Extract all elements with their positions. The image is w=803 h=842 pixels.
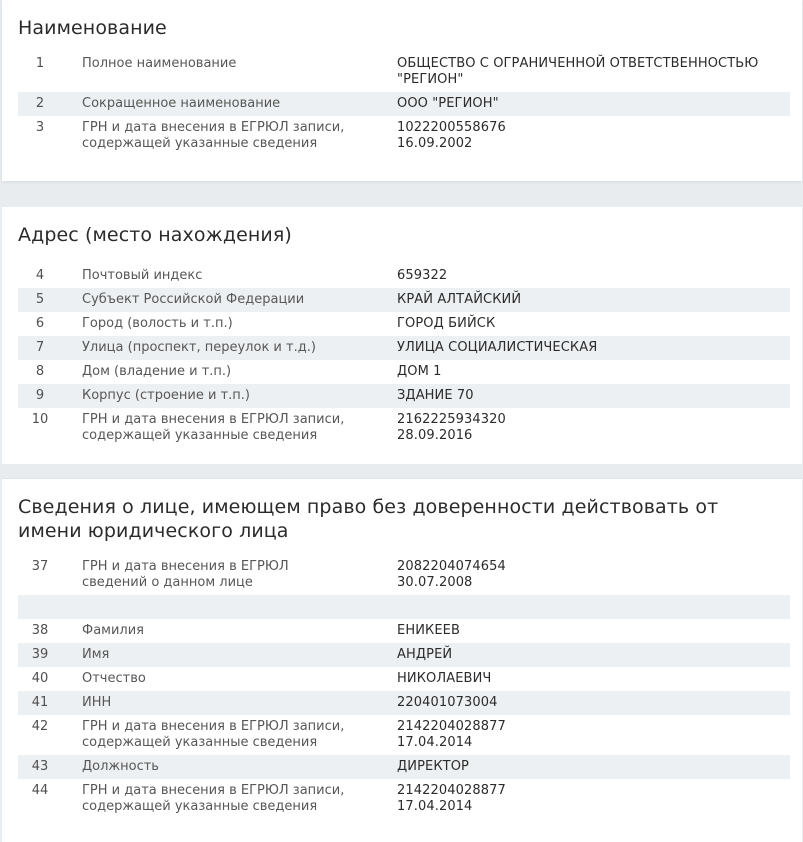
row-label: Полное наименование	[82, 56, 237, 71]
row-number: 42	[31, 719, 49, 734]
table-row	[18, 288, 790, 312]
row-value: КРАЙ АЛТАЙСКИЙ	[397, 292, 522, 307]
row-label: ГРН и дата внесения в ЕГРЮЛ сведений о данном лице	[82, 559, 289, 590]
row-label: Сокращенное наименование	[82, 96, 281, 111]
row-label: ГРН и дата внесения в ЕГРЮЛ записи, содержащей указанные сведения	[82, 719, 345, 750]
table-row	[18, 715, 790, 755]
row-value: 1022200558676 16.09.2002	[397, 120, 506, 151]
table-row	[18, 619, 790, 643]
row-number: 3	[35, 120, 45, 135]
row-number: 40	[31, 671, 49, 686]
table-row	[18, 691, 790, 715]
table-row	[18, 555, 790, 595]
section-rows	[18, 264, 790, 448]
row-number: 37	[31, 559, 49, 574]
section-title: Наименование	[18, 17, 167, 39]
table-row	[18, 667, 790, 691]
row-value: 2142204028877 17.04.2014	[397, 719, 506, 750]
row-value: 659322	[397, 268, 448, 283]
row-value: 2162225934320 28.09.2016	[397, 412, 506, 443]
row-value: 220401073004	[397, 695, 498, 710]
table-row	[18, 384, 790, 408]
row-value: ЕНИКЕЕВ	[397, 623, 460, 638]
row-label: Дом (владение и т.п.)	[82, 364, 232, 379]
row-label: ИНН	[82, 695, 112, 710]
section-person-card	[2, 478, 802, 842]
row-value: АНДРЕЙ	[397, 647, 453, 662]
row-label: Должность	[82, 759, 159, 774]
row-label: Почтовый индекс	[82, 268, 203, 283]
row-number: 38	[31, 623, 49, 638]
row-value: 2082204074654 30.07.2008	[397, 559, 506, 590]
row-label: Субъект Российской Федерации	[82, 292, 305, 307]
row-number: 43	[31, 759, 49, 774]
row-value: ЗДАНИЕ 70	[397, 388, 474, 403]
row-number: 41	[31, 695, 49, 710]
table-row	[18, 360, 790, 384]
section-rows	[18, 52, 790, 156]
table-row-empty	[18, 595, 790, 619]
row-number: 39	[31, 647, 49, 662]
row-label: Город (волость и т.п.)	[82, 316, 233, 331]
row-number: 2	[35, 96, 45, 111]
row-number: 44	[31, 783, 49, 798]
row-number: 5	[35, 292, 45, 307]
table-row	[18, 92, 790, 116]
row-number: 6	[35, 316, 45, 331]
row-value: ДОМ 1	[397, 364, 442, 379]
row-value: НИКОЛАЕВИЧ	[397, 671, 492, 686]
row-label: ГРН и дата внесения в ЕГРЮЛ записи, содержащей указанные сведения	[82, 120, 345, 151]
row-label: Корпус (строение и т.п.)	[82, 388, 250, 403]
row-value: УЛИЦА СОЦИАЛИСТИЧЕСКАЯ	[397, 340, 598, 355]
row-label: Отчество	[82, 671, 146, 686]
table-row	[18, 755, 790, 779]
section-title: Сведения о лице, имеющем право без доверенности действовать от имени юридического лица	[18, 496, 719, 542]
section-name-card	[2, 0, 802, 181]
table-row	[18, 312, 790, 336]
table-row	[18, 116, 790, 156]
row-number: 8	[35, 364, 45, 379]
table-row	[18, 52, 790, 92]
row-label: ГРН и дата внесения в ЕГРЮЛ записи, содержащей указанные сведения	[82, 412, 345, 443]
row-label: Улица (проспект, переулок и т.д.)	[82, 340, 316, 355]
row-number: 9	[35, 388, 45, 403]
row-value: 2142204028877 17.04.2014	[397, 783, 506, 814]
row-number: 10	[31, 412, 49, 427]
row-label: ГРН и дата внесения в ЕГРЮЛ записи, содержащей указанные сведения	[82, 783, 345, 814]
section-rows	[18, 555, 790, 819]
table-row	[18, 408, 790, 448]
section-address-card	[2, 207, 802, 464]
table-row	[18, 779, 790, 819]
section-title: Адрес (место нахождения)	[18, 224, 292, 246]
row-number: 7	[35, 340, 45, 355]
row-number: 4	[35, 268, 45, 283]
row-value: ОБЩЕСТВО С ОГРАНИЧЕННОЙ ОТВЕТСТВЕННОСТЬЮ "РЕГИОН"	[397, 56, 759, 87]
row-number: 1	[35, 56, 45, 71]
table-row	[18, 643, 790, 667]
row-value: ГОРОД БИЙСК	[397, 316, 496, 331]
row-label: Фамилия	[82, 623, 144, 638]
row-label: Имя	[82, 647, 110, 662]
table-row	[18, 264, 790, 288]
table-row	[18, 336, 790, 360]
row-value: ДИРЕКТОР	[397, 759, 469, 774]
row-value: ООО "РЕГИОН"	[397, 96, 499, 111]
